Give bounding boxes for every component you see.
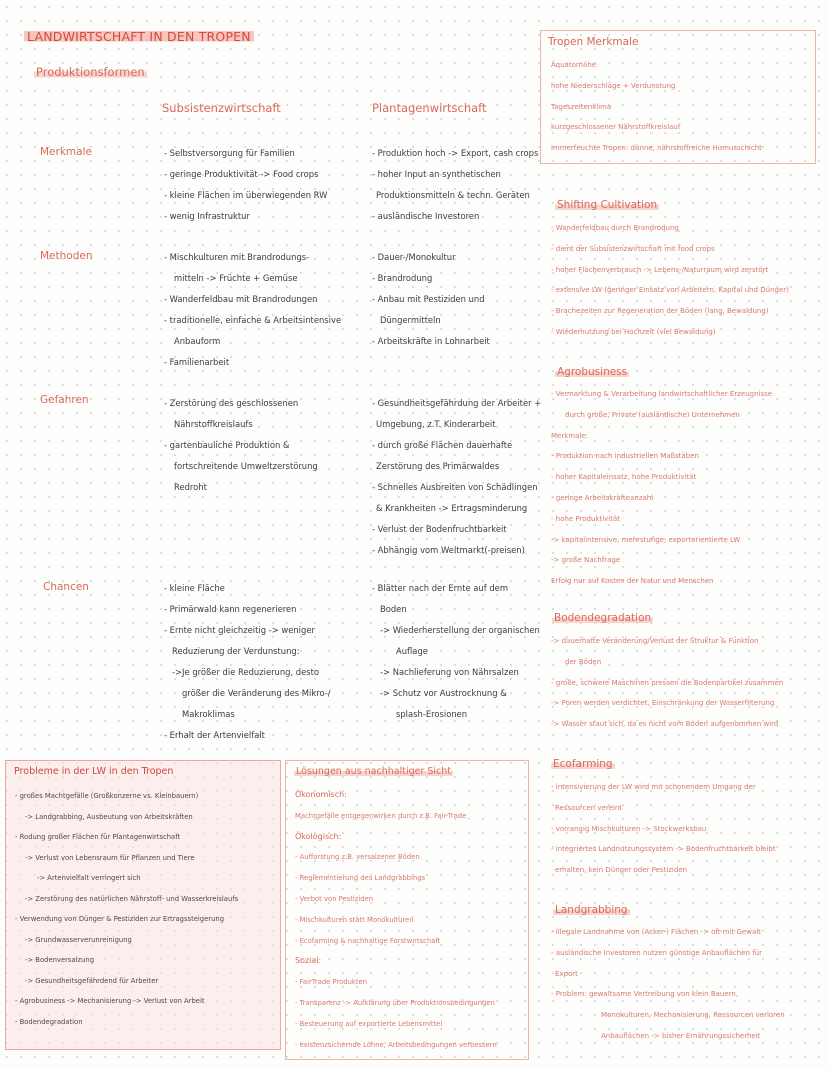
list-item: - großes Machtgefälle (Großkonzerne vs. Kleinbauern) bbox=[15, 792, 199, 800]
merkmale-plantagen bbox=[372, 143, 538, 227]
list-item: - Dauer-/Monokultur bbox=[372, 252, 456, 262]
tropen-merkmale-list bbox=[551, 55, 762, 159]
list-item: - integriertes Landnutzungssystem -> Bodenfruchtbarkeit bleibt bbox=[551, 845, 776, 854]
list-item: erhalten, kein Dünger oder Pestiziden bbox=[555, 866, 688, 875]
loesungen-title: Lösungen aus nachhaltiger Sicht bbox=[296, 766, 452, 777]
list-item: Produktionsmitteln & techn. Geräten bbox=[376, 190, 530, 200]
list-item: - hohe Produktivität bbox=[551, 514, 621, 523]
list-item: Erfolg nur auf Kosten der Natur und Menschen bbox=[551, 577, 714, 586]
ecofarming-list bbox=[551, 777, 776, 881]
list-item: Zerstörung des Primärwaldes bbox=[376, 461, 500, 471]
section-heading: Produktionsformen bbox=[36, 65, 145, 79]
list-item: ->Je größer die Reduzierung, desto bbox=[172, 667, 320, 677]
loesungen-box bbox=[285, 760, 529, 1060]
landgrabbing-list bbox=[551, 922, 785, 1047]
list-item: - Vermarktung & Verarbeitung landwirtschaftlicher Erzeugnisse bbox=[551, 390, 773, 398]
row-label-gefahren: Gefahren bbox=[40, 394, 89, 406]
list-item: Tageszeitenklima bbox=[551, 102, 612, 111]
list-item: - Wiedernutzung bei Hochzeit (viel Bewaldung) bbox=[551, 327, 716, 336]
list-item: -> Zerstörung des natürlichen Nährstoff- und Wasserkreislaufs bbox=[25, 894, 239, 903]
list-item: durch große, Private (ausländische) Unternehmen bbox=[565, 410, 740, 419]
list-item: Äquatornähe bbox=[551, 61, 597, 69]
list-item: - wenig Infrastruktur bbox=[164, 211, 250, 221]
bodendegradation-title: Bodendegradation bbox=[554, 612, 652, 624]
list-item: - extensive LW (geringer Einsatz von Arbeitern, Kapital und Dünger) bbox=[551, 286, 789, 295]
list-item: fortschreitende Umweltzerstörung bbox=[174, 461, 318, 471]
list-item: Machtgefälle entgegenwirken durch z.B. Fair-Trade bbox=[295, 811, 467, 820]
list-item: Redroht bbox=[174, 482, 207, 492]
shifting-list bbox=[551, 218, 789, 343]
chancen-plantagen bbox=[372, 578, 540, 725]
list-item: - traditionelle, einfache & Arbeitsintensive bbox=[164, 315, 342, 325]
list-item: der Böden bbox=[565, 657, 602, 666]
list-item: - geringe Produktivität -> Food crops bbox=[164, 169, 319, 179]
list-item: - hoher Flächenverbrauch -> Lebens-/Naturraum wird zerstört bbox=[551, 265, 769, 274]
list-item: - kleine Flächen im überwiegenden RW bbox=[164, 190, 328, 200]
list-item: - Anbau mit Pestiziden und bbox=[372, 294, 485, 304]
list-item: Umgebung, z.T. Kinderarbeit bbox=[376, 419, 496, 429]
landgrabbing-title: Landgrabbing bbox=[555, 904, 628, 916]
list-item: - Blätter nach der Ernte auf dem bbox=[372, 583, 508, 593]
shifting-title: Shifting Cultivation bbox=[557, 199, 658, 211]
list-item: -> Poren werden verdichtet, Einschränkung der Wasserfilterung bbox=[551, 699, 775, 708]
list-item: - kleine Fläche bbox=[164, 583, 225, 593]
agrobusiness-list bbox=[551, 384, 772, 592]
list-item: - durch große Flächen dauerhafte bbox=[372, 440, 513, 450]
gefahren-plantagen bbox=[372, 393, 541, 561]
list-item: -> kapitalintensive, mehrstufige, exportorientierte LW bbox=[551, 535, 741, 544]
col-head-subsistenz: Subsistenzwirtschaft bbox=[162, 101, 281, 115]
list-item: -> Landgrabbing, Ausbeutung von Arbeitskräften bbox=[25, 812, 193, 821]
tropen-merkmale-box bbox=[540, 30, 816, 164]
list-item: -> Verlust von Lebensraum für Pflanzen und Tiere bbox=[25, 853, 195, 862]
list-item: - Selbstversorgung für Familien bbox=[164, 148, 295, 158]
methoden-subsistenz bbox=[164, 247, 341, 373]
tropen-merkmale-title: Tropen Merkmale bbox=[548, 36, 639, 48]
list-item: immerfeuchte Tropen: dünne, nährstoffreiche Humusschicht bbox=[551, 144, 762, 153]
list-item: - hoher Input an synthetischen bbox=[372, 169, 501, 179]
list-item: - Transparenz -> Aufklärung über Produktionsbedingungen bbox=[295, 998, 495, 1007]
agrobusiness-title: Agrobusiness bbox=[557, 366, 628, 378]
list-item: - illegale Landnahme von (Acker-) Flächen -> oft mit Gewalt bbox=[551, 928, 761, 936]
list-item: - Arbeitskräfte in Lohnarbeit bbox=[372, 336, 490, 346]
list-item: - FairTrade Produkten bbox=[295, 978, 368, 987]
list-item: - große, schwere Maschinen pressen die Bodenpartikel zusammen bbox=[551, 678, 784, 687]
list-item: -> Bodenversalzung bbox=[25, 956, 95, 964]
list-item: - Brachezeiten zur Regeneration der Böden (lang, Bewaldung) bbox=[551, 307, 769, 316]
list-item: - existenzsichernde Löhne, Arbeitsbedingungen verbessern bbox=[295, 1040, 497, 1049]
list-item: - dient der Subsistenzwirtschaft mit food crops bbox=[551, 244, 715, 253]
list-item: & Krankheiten -> Ertragsminderung bbox=[376, 503, 528, 513]
row-label-chancen: Chancen bbox=[43, 581, 89, 593]
list-item: Boden bbox=[380, 604, 407, 614]
list-item: - Mischkulturen mit Brandrodungs- bbox=[164, 252, 310, 262]
list-item: - Reglementierung des Landgrabbings bbox=[295, 874, 426, 883]
list-item: - ausländische Investoren nutzen günstige Anbauflächen für bbox=[551, 948, 762, 957]
list-item: - geringe Arbeitskräfteanzahl bbox=[551, 493, 654, 502]
list-item: - intensivierung der LW wird mit schonendem Umgang der bbox=[551, 783, 756, 791]
list-item: - Verlust der Bodenfruchtbarkeit bbox=[372, 524, 507, 534]
list-item: - Zerstörung des geschlossenen bbox=[164, 398, 299, 408]
probleme-box bbox=[5, 760, 281, 1050]
list-item: - gartenbauliche Produktion & bbox=[164, 440, 290, 450]
list-item: - Ernte nicht gleichzeitig -> weniger bbox=[164, 625, 315, 635]
list-item: - Erhalt der Artenvielfalt bbox=[164, 730, 265, 740]
merkmale-subsistenz bbox=[164, 143, 327, 227]
list-item: Export bbox=[555, 969, 578, 978]
list-item: - Produktion nach industriellen Maßstäben bbox=[551, 452, 699, 461]
list-item: Düngermitteln bbox=[380, 315, 441, 325]
gefahren-subsistenz bbox=[164, 393, 318, 498]
list-item: - Brandrodung bbox=[372, 273, 433, 283]
list-item: - Bodendegradation bbox=[15, 1017, 83, 1026]
row-label-methoden: Methoden bbox=[40, 250, 93, 262]
list-item: Reduzierung der Verdunstung: bbox=[172, 646, 300, 656]
methoden-plantagen bbox=[372, 247, 490, 352]
list-item: Nährstoffkreislaufs bbox=[174, 419, 253, 429]
list-item: - Produktion hoch -> Export, cash crops bbox=[372, 148, 539, 158]
list-item: - Ecofarming & nachhaltige Forstwirtschaft bbox=[295, 936, 441, 945]
list-item: -> Schutz vor Austrocknung & bbox=[380, 688, 507, 698]
list-item: - Primärwald kann regenerieren bbox=[164, 604, 297, 614]
loesungen-sozial: Sozial: bbox=[295, 956, 322, 966]
list-item: Ressourcen vereint bbox=[555, 803, 623, 812]
list-item: - hoher Kapitaleinsatz, hohe Produktivität bbox=[551, 473, 697, 482]
list-item: - Verbot von Pestiziden bbox=[295, 894, 374, 903]
list-item: -> große Nachfrage bbox=[551, 556, 621, 565]
loesungen-list bbox=[295, 785, 497, 1055]
list-item: Monokulturen, Mechanisierung, Ressourcen verloren bbox=[601, 1011, 785, 1020]
ecofarming-title: Ecofarming bbox=[553, 758, 613, 770]
probleme-list bbox=[15, 786, 238, 1032]
list-item: -> Wiederherstellung der organischen bbox=[380, 625, 540, 635]
list-item: - Aufforstung z.B. versalzener Böden bbox=[295, 853, 420, 862]
list-item: -> Wasser staut sich, da es nicht vom Boden aufgenommen wird bbox=[551, 720, 779, 729]
list-item: - Wanderfeldbau durch Brandrodung bbox=[551, 224, 679, 232]
list-item: Anbauform bbox=[174, 336, 221, 346]
loesungen-oekonomisch: Ökonomisch: bbox=[295, 790, 347, 799]
list-item: - Abhängig vom Weltmarkt(-preisen) bbox=[372, 545, 525, 555]
list-item: -> dauerhafte Veränderung/Verlust der Struktur & Funktion bbox=[551, 637, 759, 645]
list-item: kurzgeschlossener Nährstoffkreislauf bbox=[551, 123, 681, 132]
list-item: - vorrangig Mischkulturen -> Stockwerksbau bbox=[551, 824, 707, 833]
loesungen-oekologisch: Ökologisch: bbox=[295, 831, 342, 841]
list-item: - Verwendung von Dünger & Pestiziden zur Ertragssteigerung bbox=[15, 915, 225, 923]
list-item: Anbauflächen -> bisher Ernährungssicherheit bbox=[601, 1031, 761, 1040]
col-head-plantagen: Plantagenwirtschaft bbox=[372, 101, 487, 115]
list-item: Makroklimas bbox=[182, 709, 235, 719]
page-title: LANDWIRTSCHAFT IN DEN TROPEN bbox=[24, 29, 254, 44]
row-label-merkmale: Merkmale bbox=[40, 146, 92, 158]
list-item: - Agrobusiness -> Mechanisierung -> Verlust von Arbeit bbox=[15, 997, 205, 1005]
list-item: - ausländische Investoren bbox=[372, 211, 480, 221]
list-item: - Mischkulturen statt Monokulturen bbox=[295, 915, 414, 924]
list-item: Auflage bbox=[396, 646, 428, 656]
list-item: hohe Niederschläge + Verdunstung bbox=[551, 81, 676, 90]
list-item: größer die Veränderung des Mikro-/ bbox=[182, 688, 331, 698]
list-item: - Familienarbeit bbox=[164, 357, 230, 367]
list-item: - Besteuerung auf exportierte Lebensmittel bbox=[295, 1019, 443, 1028]
list-item: -> Grundwasserverunreinigung bbox=[25, 935, 132, 944]
list-item: -> Nachlieferung von Nährsalzen bbox=[380, 667, 519, 677]
list-item: - Wanderfeldbau mit Brandrodungen bbox=[164, 294, 318, 304]
list-item: - Gesundheitsgefährdung der Arbeiter + bbox=[372, 398, 542, 408]
list-item: -> Gesundheitsgefährdend für Arbeiter bbox=[25, 976, 159, 985]
list-item: - Problem: gewaltsame Vertreibung von klein Bauern, bbox=[551, 990, 739, 999]
list-item: - Rodung großer Flächen für Plantagenwirtschaft bbox=[15, 833, 181, 841]
list-item: mitteln -> Früchte + Gemüse bbox=[174, 273, 298, 283]
list-item: -> Artenvielfalt verringert sich bbox=[37, 874, 141, 882]
chancen-subsistenz bbox=[164, 578, 331, 746]
list-item: Merkmale: bbox=[551, 431, 588, 440]
probleme-title: Probleme in der LW in den Tropen bbox=[14, 766, 174, 777]
bodendegradation-list bbox=[551, 631, 783, 735]
list-item: splash-Erosionen bbox=[396, 709, 468, 719]
list-item: - Schnelles Ausbreiten von Schädlingen bbox=[372, 482, 538, 492]
